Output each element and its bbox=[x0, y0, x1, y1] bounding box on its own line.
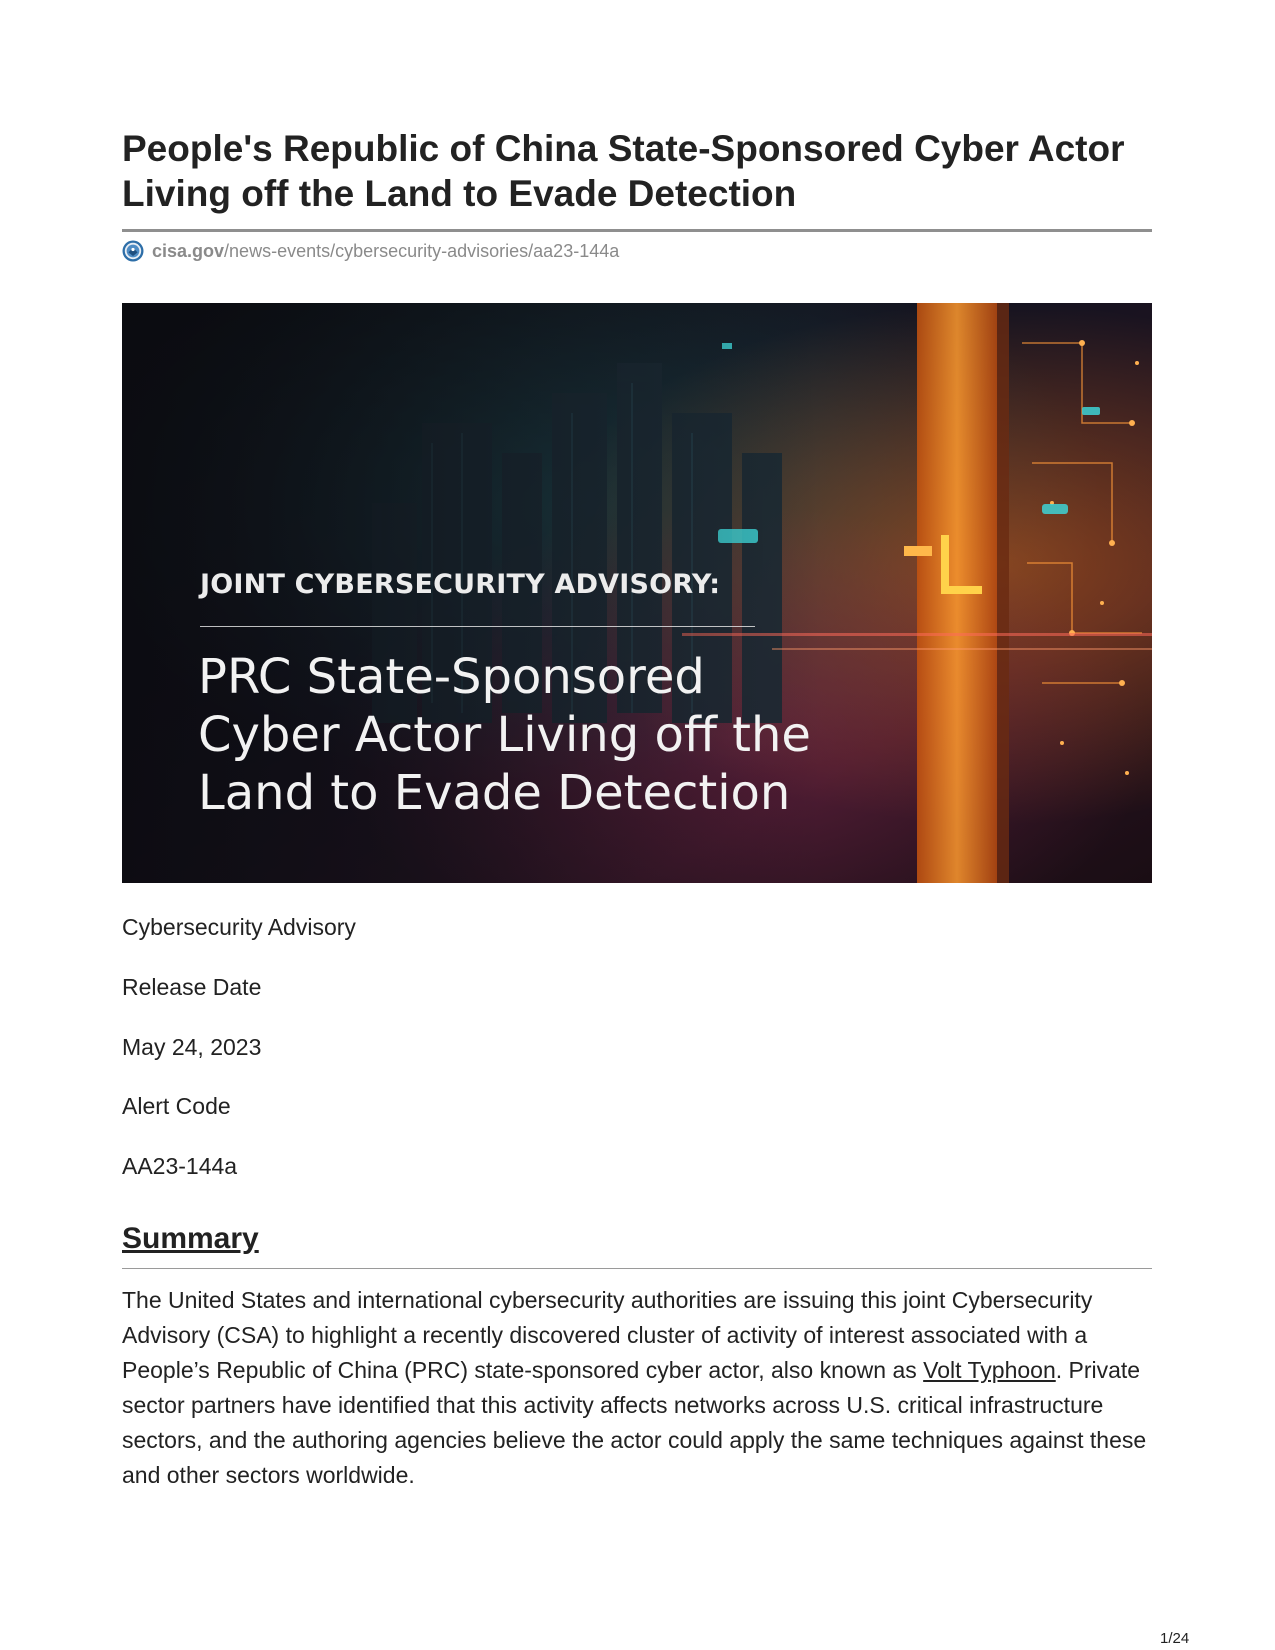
page-number: 1/24 bbox=[1160, 1630, 1190, 1647]
summary-paragraph bbox=[122, 1283, 1157, 1493]
hero-kicker: JOINT CYBERSECURITY ADVISORY: bbox=[200, 569, 721, 600]
alert-code-label: Alert Code bbox=[122, 1093, 231, 1119]
hero-heading-line: PRC State-Sponsored bbox=[198, 649, 705, 705]
page-title: People's Republic of China State-Sponsored Cyber Actor Living off the Land to Evade Detection bbox=[122, 128, 1125, 214]
cisa-seal-icon bbox=[122, 240, 144, 262]
source-path: /news-events/cybersecurity-advisories/aa23-144a bbox=[224, 240, 620, 261]
summary-text-end: . Private sector partners have identified that this activity affects networks across U.S. critical infrastructure sectors, and the authoring agencies believe the actor could apply the same techniques against these and other sectors worldwide. bbox=[122, 1357, 1147, 1488]
alert-code-value: AA23-144a bbox=[122, 1153, 238, 1179]
advisory-type: Cybersecurity Advisory bbox=[122, 914, 356, 940]
hero-heading bbox=[198, 648, 878, 822]
release-date-label: Release Date bbox=[122, 974, 262, 1000]
release-date-value: May 24, 2023 bbox=[122, 1034, 262, 1060]
hero-heading-line: Land to Evade Detection bbox=[198, 765, 791, 821]
hero-heading-line: Cyber Actor Living off the bbox=[198, 707, 811, 763]
hero-image bbox=[122, 303, 1152, 883]
summary-divider bbox=[122, 1268, 1152, 1269]
volt-typhoon-link[interactable]: Volt Typhoon bbox=[923, 1357, 1056, 1383]
title-divider bbox=[122, 229, 1152, 232]
source-domain: cisa.gov bbox=[152, 240, 225, 261]
source-line[interactable] bbox=[122, 239, 619, 263]
hero-divider bbox=[200, 626, 755, 627]
summary-text-start: The United States and international cybersecurity authorities are issuing this joint Cybersecurity Advisory (CSA) to highlight a recently discovered cluster of activity of interest associated with a People’s Republic of China (PRC) state-sponsored cyber actor, also known as bbox=[122, 1287, 1093, 1383]
summary-heading[interactable]: Summary bbox=[122, 1222, 259, 1255]
